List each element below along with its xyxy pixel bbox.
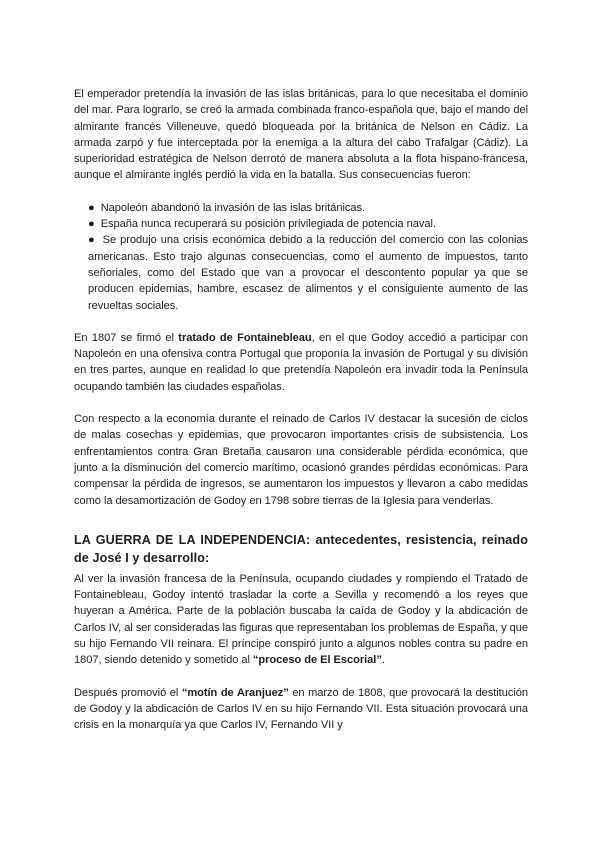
section-heading: LA GUERRA DE LA INDEPENDENCIA: antecedentes, resistencia, reinado de José I y desarrollo: <box>74 532 528 566</box>
list-item <box>88 216 528 232</box>
bold-term: tratado de Fontainebleau <box>178 331 312 344</box>
paragraph-aranjuez: Después promovió el “motín de Aranjuez” en marzo de 1808, que provocará la destitución de Godoy y la abdicación de Carlos IV en su hijo Fernando VII. Esta situación provocará una crisis en la monarquía ya que Carlos IV, Fernando VII y <box>74 686 528 732</box>
list-item-text: España nunca recuperará su posición privilegiada de potencia naval. <box>100 218 436 231</box>
list-item <box>88 232 528 313</box>
paragraph-antecedentes: Al ver la invasión francesa de la Península, ocupando ciudades y rompiendo el Tratado de Fontainebleau, Godoy intentó trasladar la corte a Sevilla y recomendó a los reyes que huyeran a América. Parte de la población buscaba la caída de Godoy y la abdicación de Carlos IV, al ser consideradas las figuras que representaban los problemas de España, y que su hijo Fernando VII reinara. El príncipe conspiró junto a algunos nobles contra su padre en 1807, siendo detenido y sometido al “proceso de El Escorial”. <box>74 572 528 667</box>
paragraph-trafalgar: El emperador pretendía la invasión de las islas británicas, para lo que necesitaba el dominio del mar. Para lograrlo, se creó la armada combinada franco-española que, bajo el mando del almirante francés Villeneuve, quedó bloqueada por la británica de Nelson en Cádiz. La armada zarpó y fue interceptada por la enemiga a la altura del cabo Trafalgar (Cádiz). La superioridad estratégica de Nelson derrotó de manera absoluta a la flota hispano-francesa, aunque el almirante inglés perdió la vida en la batalla. Sus consecuencias fueron: <box>74 88 528 182</box>
bullet-icon: ● <box>88 218 95 231</box>
paragraph-fontainebleau: En 1807 se firmó el tratado de Fontainebleau, en el que Godoy accedió a participar con Napoleón en una ofensiva contra Portugal que proponía la invasión de Portugal y su división en tres partes, aunque en realidad lo que pretendía Napoleón era invadir toda la Península ocupando también las ciudades españolas. <box>74 331 528 393</box>
list-item-text: Napoleón abandonó la invasión de las islas británicas. <box>100 201 366 214</box>
paragraph-economy: Con respecto a la economía durante el reinado de Carlos IV destacar la sucesión de ciclos de malas cosechas y epidemias, que provocaron importantes crisis de subsistencia. Los enfrentamientos contra Gran Bretaña causaron una considerable pérdida económica, que junto a la disminución del comercio marítimo, ocasionó grandes pérdidas económicas. Para compensar la pérdida de ingresos, se aumentaron los impuestos y llevaron a cabo medidas como la desamortización de Godoy en 1798 sobre tierras de la Iglesia para venderlas. <box>74 413 528 507</box>
list-item <box>88 200 528 216</box>
bold-term: “motín de Aranjuez” <box>181 686 289 699</box>
consequences-list <box>74 200 528 314</box>
bullet-icon: ● <box>88 234 96 247</box>
bold-term: “proceso de El Escorial” <box>252 654 382 667</box>
bullet-icon: ● <box>88 201 95 214</box>
list-item-text: Se produjo una crisis económica debido a la reducción del comercio con las colonias americanas. Esto trajo algunas consecuencias, como el aumento de impuestos, tanto señoriales, como del Estado que van a provocar el descontento popular ya que se producen epidemias, hambre, escasez de alimentos y el consiguiente aumento de las revueltas sociales. <box>88 234 528 312</box>
